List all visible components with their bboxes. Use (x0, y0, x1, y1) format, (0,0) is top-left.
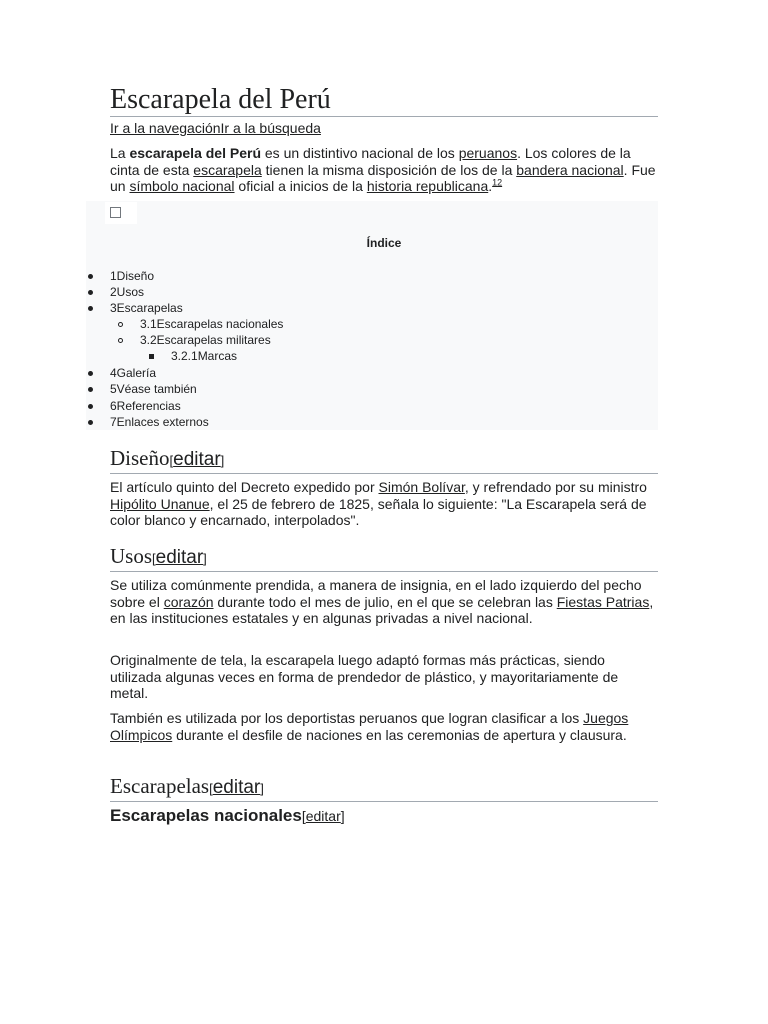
bullet-icon (88, 387, 93, 392)
bullet-icon (88, 306, 93, 311)
toc-item-galeria[interactable]: 4Galería (110, 366, 157, 380)
toc-title: Índice (366, 236, 402, 250)
section-heading-usos (110, 544, 658, 572)
edit-link-escarapelas[interactable]: editar (212, 777, 261, 798)
heading-text: Escarapelas nacionales (110, 806, 302, 825)
heading-text: Usos (110, 544, 153, 568)
bullet-icon (88, 274, 93, 279)
section-heading-diseno (110, 446, 658, 474)
link-simon-bolivar[interactable]: Simón Bolívar (378, 479, 465, 495)
subsection-heading-escarapelas-nacionales (110, 806, 345, 826)
text: También es utilizada por los deportistas peruanos que logran clasificar a los (110, 710, 584, 726)
edit-bracket: ] (203, 551, 207, 566)
bullet-icon (88, 290, 93, 295)
text: . Los colores de la cinta de esta (110, 145, 631, 178)
square-bullet-icon (149, 354, 154, 359)
edit-link-diseno[interactable]: editar (173, 449, 221, 470)
usos-paragraph-1 (110, 577, 658, 627)
toc-item-escarapelas[interactable]: 3Escarapelas (110, 301, 183, 315)
toc-item-diseno[interactable]: 1Diseño (110, 269, 155, 283)
link-juegos-olimpicos[interactable]: Juegos Olímpicos (110, 710, 629, 743)
toc-item-usos[interactable]: 2Usos (110, 285, 145, 299)
reference-link[interactable]: 12 (492, 177, 503, 188)
text: . (488, 178, 493, 194)
text: , y refrendado por su ministro (464, 479, 647, 495)
link-simbolo-nacional[interactable]: símbolo nacional (129, 178, 235, 194)
bullet-icon (88, 404, 93, 409)
text: , el 25 de febrero de 1825, señala lo siguiente: "La Escarapela será de color blanco y encarnado, interpolados". (110, 495, 647, 528)
edit-bracket: ] (220, 453, 225, 468)
link-peruanos[interactable]: peruanos (458, 145, 518, 161)
text: durante todo el mes de julio, en el que se celebran las (213, 593, 557, 610)
link-corazon[interactable]: corazón (163, 593, 214, 610)
bold-term: escarapela del Perú (129, 145, 261, 161)
diseno-paragraph (110, 479, 658, 529)
edit-bracket: [ (169, 453, 174, 468)
edit-bracket: [ (209, 781, 213, 796)
text: oficial a inicios de la (234, 178, 367, 194)
text: Se utiliza comúnmente prendida, a manera de insignia, en el lado izquierdo del pecho sobre el (110, 577, 642, 610)
link-hipolito-unanue[interactable]: Hipólito Unanue (110, 495, 210, 512)
jump-links (110, 120, 321, 137)
usos-paragraph-3 (110, 710, 658, 743)
section-heading-escarapelas (110, 774, 658, 802)
text: El artículo quinto del Decreto expedido por (110, 479, 379, 495)
toc-item-referencias[interactable]: 6Referencias (110, 399, 181, 413)
edit-bracket: ] (260, 781, 264, 796)
text: , en las instituciones estatales y en algunas privadas a nivel nacional. (110, 593, 654, 626)
toc-item-vease-tambien[interactable]: 5Véase también (110, 382, 197, 396)
toc-item-enlaces-externos[interactable]: 7Enlaces externos (110, 415, 209, 429)
circle-bullet-icon (118, 338, 123, 343)
edit-bracket: ] (340, 808, 345, 824)
intro-paragraph (110, 145, 658, 195)
edit-bracket: [ (301, 808, 306, 824)
circle-bullet-icon (118, 322, 123, 327)
toc-item-escarapelas-militares[interactable]: 3.2Escarapelas militares (140, 333, 271, 347)
page-title: Escarapela del Perú (110, 84, 658, 117)
text: durante el desfile de naciones en las ceremonias de apertura y clausura. (172, 726, 627, 743)
edit-link-usos[interactable]: editar (155, 547, 204, 568)
jump-to-navigation-link[interactable]: Ir a la navegación (110, 120, 221, 136)
text: . Fue un (110, 161, 656, 194)
heading-text: Escarapelas (110, 774, 210, 798)
bullet-icon (88, 371, 93, 376)
text: es un distintivo nacional de los (261, 145, 459, 161)
toc-item-marcas[interactable]: 3.2.1Marcas (171, 349, 238, 363)
bullet-icon (88, 420, 93, 425)
toc-item-escarapelas-nacionales[interactable]: 3.1Escarapelas nacionales (140, 317, 284, 331)
link-escarapela[interactable]: escarapela (193, 161, 262, 178)
text: La (110, 145, 130, 161)
edit-bracket: [ (152, 551, 156, 566)
toc-toggle-checkbox[interactable] (110, 207, 121, 218)
text: tienen la misma disposición de los de la (261, 161, 517, 178)
heading-text: Diseño (110, 446, 170, 470)
jump-to-search-link[interactable]: Ir a la búsqueda (220, 120, 321, 136)
link-bandera-nacional[interactable]: bandera nacional (516, 161, 624, 178)
link-fiestas-patrias[interactable]: Fiestas Patrias (556, 593, 650, 610)
link-historia-republicana[interactable]: historia republicana (366, 178, 489, 194)
edit-link-escarapelas-nacionales[interactable]: editar (305, 808, 341, 824)
usos-paragraph-2: Originalmente de tela, la escarapela luego adaptó formas más prácticas, siendo utilizada algunas veces en forma de prendedor de plástico, y mayoritariamente de metal. (110, 652, 619, 701)
